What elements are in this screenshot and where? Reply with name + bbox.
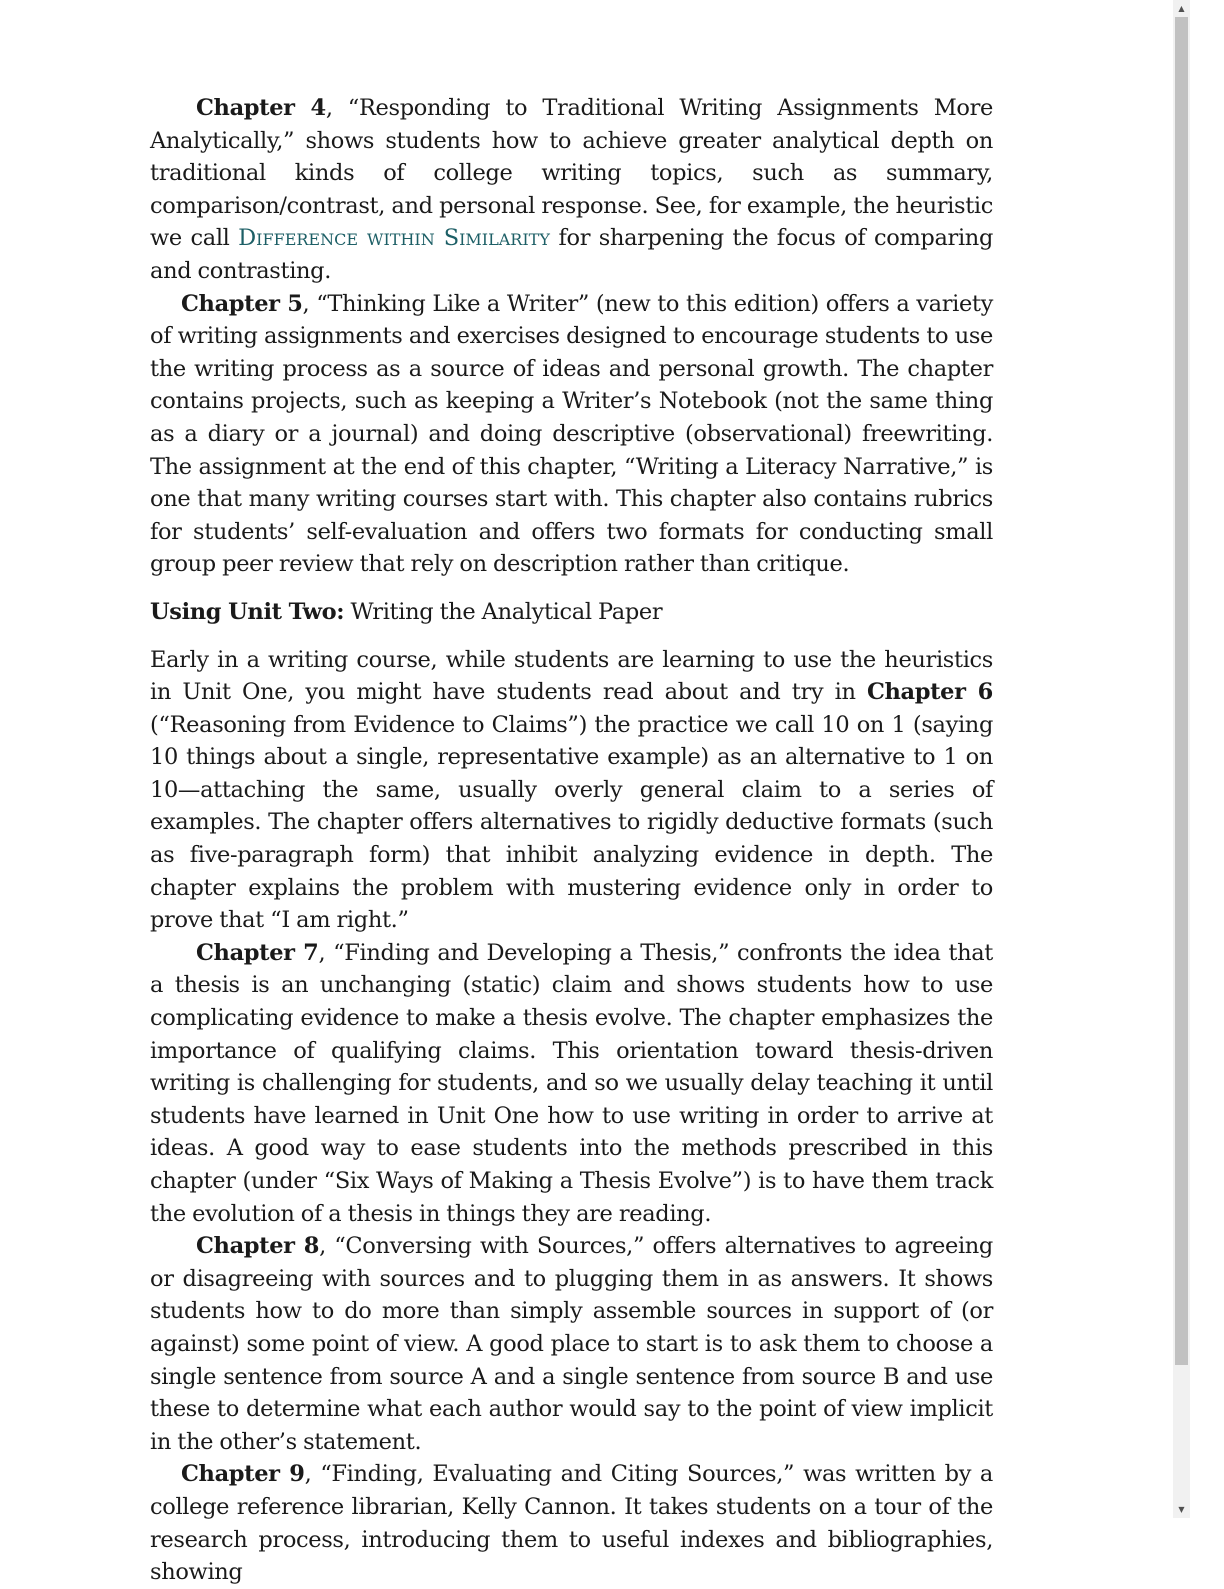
- chapter-7-label: Chapter 7: [196, 939, 319, 966]
- chapter-6-paragraph: [150, 644, 993, 937]
- chapter-6-text-b: (“Reasoning from Evidence to Claims”) the practice we call 10 on 1 (saying 10 things about a single, representative example) as an alternative to 1 on 10—attaching the same, usually overly general claim to a series of examples. The chapter offers alternatives to rigidly deductive formats (such as five-paragraph form) that inhibit analyzing evidence in depth. The chapter explains the problem with mustering evidence only in order to prove that “I am right.”: [150, 711, 993, 934]
- vertical-scrollbar[interactable]: [1173, 0, 1190, 1518]
- unit-heading-bold: Using Unit Two:: [150, 598, 345, 625]
- chapter-8-label: Chapter 8: [196, 1233, 320, 1260]
- chapter-4-text-b: for sharpening the focus of comparing and contrasting.: [150, 225, 993, 284]
- chapter-5-paragraph: [150, 288, 993, 581]
- scroll-up-arrow-icon[interactable]: ▲: [1178, 4, 1185, 13]
- scroll-down-arrow-icon[interactable]: ▼: [1178, 1505, 1185, 1514]
- chapter-7-text: , “Finding and Developing a Thesis,” confronts the idea that a thesis is an unchanging (static) claim and shows students how to use complicating evidence to make a thesis evolve. The chapter emphasizes the importance of qualifying claims. This orientation toward thesis-driven writing is challenging for students, and so we usually delay teaching it until students have learned in Unit One how to use writing in order to arrive at ideas. A good way to ease students into the methods prescribed in this chapter (under “Six Ways of Making a Thesis Evolve”) is to have them track the evolution of a thesis in things they are reading.: [150, 939, 993, 1227]
- chapter-6-text-a: Early in a writing course, while students are learning to use the heuristics in Unit One, you might have students read about and try in: [150, 646, 993, 706]
- unit-two-heading: [150, 596, 993, 629]
- heuristic-term: Difference within Similarity: [238, 225, 550, 252]
- chapter-6-label: Chapter 6: [866, 679, 993, 706]
- chapter-9-paragraph: [150, 1458, 993, 1588]
- chapter-4-paragraph: [150, 92, 993, 288]
- chapter-9-label: Chapter 9: [181, 1461, 305, 1488]
- unit-heading-rest: Writing the Analytical Paper: [344, 598, 663, 625]
- chapter-8-paragraph: [150, 1230, 993, 1458]
- scrollbar-thumb[interactable]: [1175, 17, 1188, 1365]
- chapter-8-text: , “Conversing with Sources,” offers alternatives to agreeing or disagreeing with sources and to plugging them in as answers. It shows students how to do more than simply assemble sources in support of (or against) some point of view. A good place to start is to ask them to choose a single sentence from source A and a single sentence from source B and use these to determine what each author would say to the point of view implicit in the other’s statement.: [150, 1233, 993, 1455]
- chapter-5-text: , “Thinking Like a Writer” (new to this edition) offers a variety of writing assignments and exercises designed to encourage students to use the writing process as a source of ideas and personal growth. The chapter contains projects, such as keeping a Writer’s Notebook (not the same thing as a diary or a journal) and doing descriptive (observational) freewriting. The assignment at the end of this chapter, “Writing a Literacy Narrative,” is one that many writing courses start with. This chapter also contains rubrics for students’ self-evaluation and offers two formats for conducting small group peer review that rely on description rather than critique.: [150, 290, 993, 578]
- chapter-7-paragraph: [150, 937, 993, 1230]
- chapter-5-label: Chapter 5: [181, 290, 303, 317]
- chapter-9-text: , “Finding, Evaluating and Citing Sources,” was written by a college reference librarian, Kelly Cannon. It takes students on a tour of the research process, introducing them to useful indexes and bibliographies, showing: [150, 1461, 994, 1586]
- chapter-4-text-a: , “Responding to Traditional Writing Assignments More Analytically,” shows students how to achieve greater analytical depth on traditional kinds of college writing topics, such as summary, comparison/contrast, and personal response. See, for example, the heuristic we call: [150, 95, 993, 252]
- chapter-4-label: Chapter 4: [196, 95, 326, 121]
- document-page: [150, 92, 993, 1589]
